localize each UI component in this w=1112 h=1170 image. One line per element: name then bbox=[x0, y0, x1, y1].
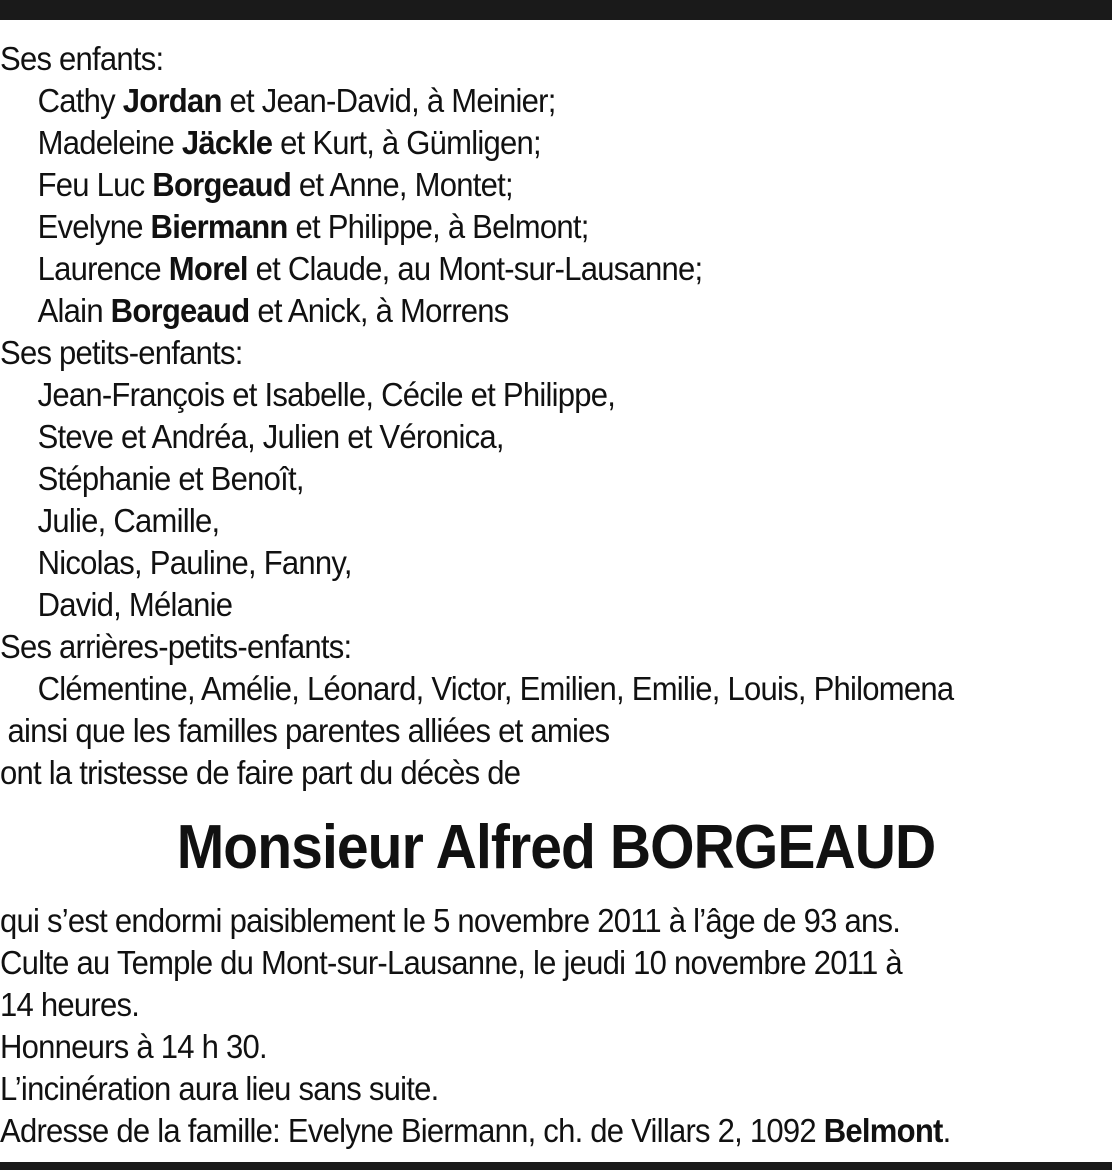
great-grandchildren-heading: Ses arrières-petits-enfants: bbox=[0, 628, 352, 665]
child-line bbox=[0, 164, 1045, 206]
child-partner-place: et Anne, Montet; bbox=[291, 166, 513, 203]
announcement-line: ont la tristesse de faire part du décès de bbox=[0, 754, 521, 791]
grandchildren-line: Jean-François et Isabelle, Cécile et Philippe, bbox=[37, 376, 616, 413]
child-first-name: Evelyne bbox=[37, 208, 151, 245]
child-line bbox=[0, 206, 1045, 248]
child-surname: Borgeaud bbox=[152, 166, 292, 203]
child-first-name: Cathy bbox=[37, 82, 123, 119]
deceased-name: Monsieur Alfred BORGEAUD bbox=[176, 813, 936, 882]
child-first-name: Madeleine bbox=[37, 124, 182, 161]
child-surname: Borgeaud bbox=[110, 292, 250, 329]
obituary-notice bbox=[0, 38, 1112, 1152]
detail-line: Honneurs à 14 h 30. bbox=[0, 1028, 267, 1065]
child-partner-place: et Claude, au Mont-sur-Lausanne; bbox=[247, 250, 703, 287]
children-heading: Ses enfants: bbox=[0, 40, 164, 77]
address-suffix: . bbox=[942, 1112, 951, 1149]
grandchildren-line: Julie, Camille, bbox=[37, 502, 220, 539]
child-surname: Jordan bbox=[122, 82, 222, 119]
child-surname: Morel bbox=[168, 250, 248, 287]
detail-line: 14 heures. bbox=[0, 986, 140, 1023]
child-first-name: Alain bbox=[37, 292, 111, 329]
child-partner-place: et Philippe, à Belmont; bbox=[287, 208, 589, 245]
address-prefix: Adresse de la famille: Evelyne Biermann, ch. de Villars 2, 1092 bbox=[0, 1112, 824, 1149]
child-partner-place: et Kurt, à Gümligen; bbox=[272, 124, 541, 161]
family-address bbox=[0, 1110, 1045, 1152]
child-surname: Biermann bbox=[150, 208, 288, 245]
great-grandchildren-line: Clémentine, Amélie, Léonard, Victor, Emilien, Emilie, Louis, Philomena bbox=[37, 670, 954, 707]
child-line bbox=[0, 80, 1045, 122]
address-town: Belmont bbox=[823, 1112, 943, 1149]
grandchildren-line: Nicolas, Pauline, Fanny, bbox=[37, 544, 352, 581]
grandchildren-line: Steve et Andréa, Julien et Véronica, bbox=[37, 418, 504, 455]
grandchildren-heading: Ses petits-enfants: bbox=[0, 334, 243, 371]
child-first-name: Laurence bbox=[37, 250, 169, 287]
families-line: ainsi que les familles parentes alliées et amies bbox=[7, 712, 610, 749]
child-surname: Jäckle bbox=[181, 124, 273, 161]
grandchildren-line: David, Mélanie bbox=[37, 586, 233, 623]
child-line bbox=[0, 290, 1045, 332]
detail-line: Culte au Temple du Mont-sur-Lausanne, le jeudi 10 novembre 2011 à bbox=[0, 944, 902, 981]
grandchildren-line: Stéphanie et Benoît, bbox=[37, 460, 304, 497]
detail-line: L’incinération aura lieu sans suite. bbox=[0, 1070, 439, 1107]
child-partner-place: et Jean-David, à Meinier; bbox=[221, 82, 556, 119]
top-rule bbox=[0, 0, 1112, 20]
child-first-name: Feu Luc bbox=[37, 166, 153, 203]
child-line bbox=[0, 248, 1045, 290]
bottom-rule bbox=[0, 1162, 1112, 1170]
child-partner-place: et Anick, à Morrens bbox=[249, 292, 509, 329]
detail-line: qui s’est endormi paisiblement le 5 novembre 2011 à l’âge de 93 ans. bbox=[0, 902, 901, 939]
child-line bbox=[0, 122, 1045, 164]
